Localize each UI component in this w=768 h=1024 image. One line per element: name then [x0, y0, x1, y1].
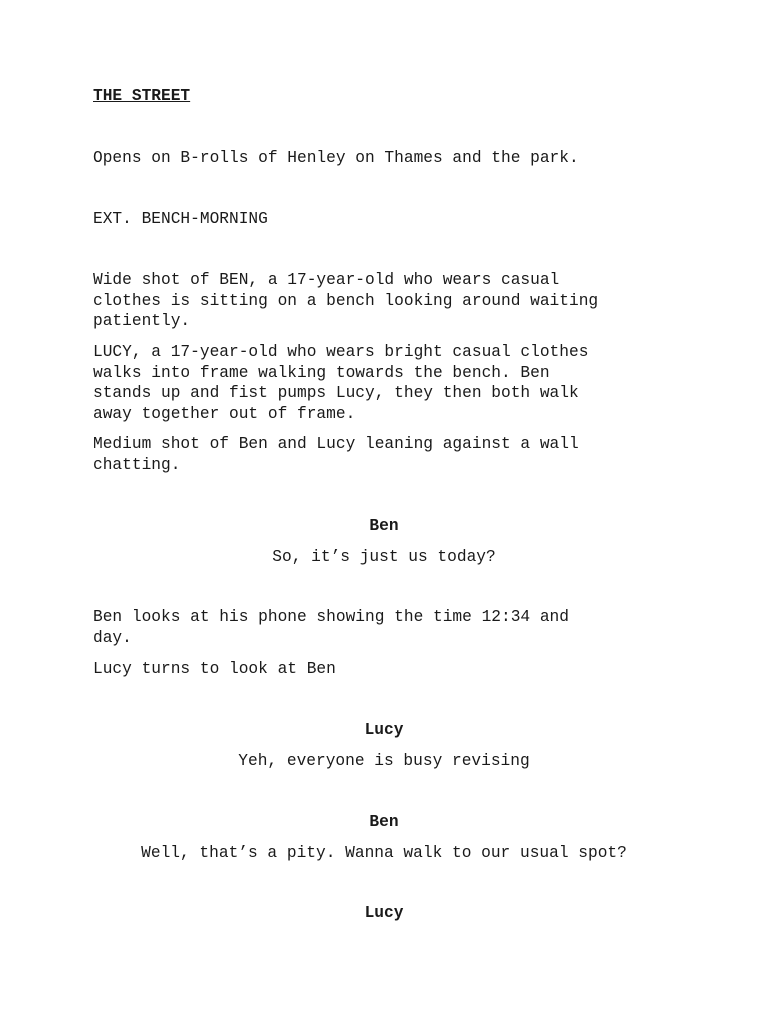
- action-line: away together out of frame.: [93, 404, 356, 423]
- action-line: Lucy turns to look at Ben: [93, 660, 336, 678]
- character-name: Ben: [369, 813, 399, 831]
- slugline: EXT. BENCH-MORNING: [93, 210, 268, 228]
- dialogue-line: Yeh, everyone is busy revising: [238, 752, 530, 770]
- action-line: Medium shot of Ben and Lucy leaning against a wall: [93, 435, 579, 453]
- dialogue-line: Well, that’s a pity. Wanna walk to our usual spot?: [141, 844, 627, 862]
- character-name: Lucy: [364, 904, 404, 922]
- action-line: Ben looks at his phone showing the time 12:34 and: [93, 608, 569, 626]
- action-line: patiently.: [93, 312, 191, 331]
- opening-action: Opens on B-rolls of Henley on Thames and the park.: [93, 149, 579, 167]
- character-name: Lucy: [364, 721, 404, 739]
- character-name: Ben: [369, 517, 399, 535]
- action-line: day.: [93, 628, 132, 647]
- action-line: stands up and fist pumps Lucy, they then both walk: [93, 384, 579, 403]
- scene-title: THE STREET: [93, 87, 191, 105]
- dialogue-line: So, it’s just us today?: [272, 548, 496, 566]
- action-line: Wide shot of BEN, a 17-year-old who wears casual: [93, 271, 560, 289]
- action-line: walks into frame walking towards the bench. Ben: [93, 363, 550, 382]
- action-line: chatting.: [93, 455, 181, 474]
- action-line: LUCY, a 17-year-old who wears bright casual clothes: [93, 343, 589, 361]
- action-line: clothes is sitting on a bench looking around waiting: [93, 291, 599, 310]
